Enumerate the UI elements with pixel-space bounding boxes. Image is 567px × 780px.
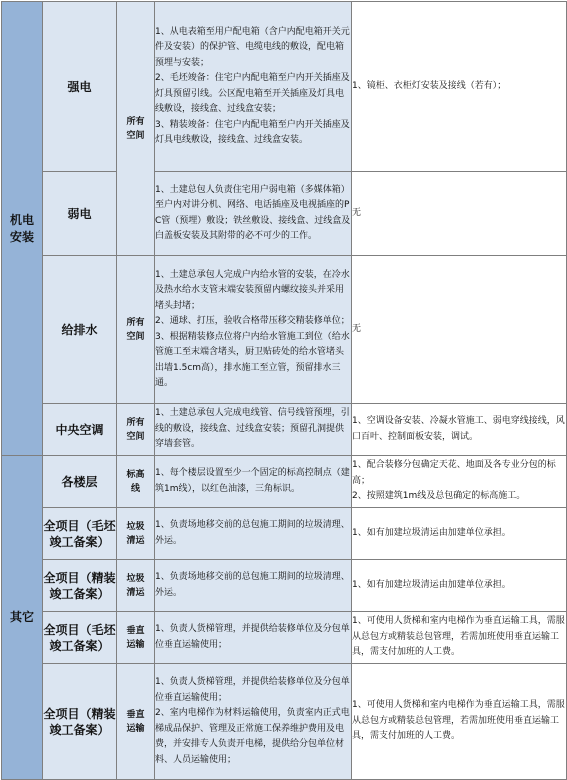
- item-name-garbage-fine: 全项目（精装竣工备案）: [43, 560, 117, 612]
- desc-line: 2、毛坯竣备：住宅户内配电箱至户内开关插座及灯具预留引线。公区配电箱至开关插座及灯具电线敷设，接线盒、过线盒安装；: [155, 73, 350, 114]
- table-row-garbage-rough: [2, 508, 567, 560]
- item-name-transport-fine: 全项目（精装竣工备案）: [43, 664, 117, 780]
- item-name-floors: 各楼层: [43, 456, 117, 508]
- desc-line: 1、从电表箱至用户配电箱（含户内配电箱开关元件及安装）的保护管、电缆电线的敷设，配电箱预埋与安装；: [155, 26, 350, 68]
- desc-cell-garbage-fine: [155, 560, 352, 612]
- note-cell-water: 无: [352, 256, 567, 404]
- desc-cell-strong: [155, 2, 352, 172]
- desc-cell-transport-rough: [155, 612, 352, 664]
- scope-cell-all-2: [117, 256, 155, 404]
- desc-line: 1、负责场地移交前的总包施工期间的垃圾清理、外运。: [155, 520, 350, 546]
- desc-cell-floors: [155, 456, 352, 508]
- scope-label-level-line: 标高线: [126, 469, 145, 494]
- desc-line: 1、土建总承包人完成电线管、信号线管预埋，引线的敷设，接线盒、过线盒安装；预留孔洞提供穿墙套管。: [155, 408, 350, 450]
- table-row-garbage-fine: [2, 560, 567, 612]
- category-cell-other: [2, 456, 43, 780]
- scope-label-garbage-2: 垃圾清运: [126, 573, 145, 598]
- table-row-transport-fine: [2, 664, 567, 780]
- item-name-garbage-rough: 全项目（毛坯竣工备案）: [43, 508, 117, 560]
- scope-cell-garbage-2: [117, 560, 155, 612]
- desc-line: 2、通球、打压，验收合格带压移交精装修单位；: [155, 316, 350, 326]
- note-cell-strong: 1、镜柜、衣柜灯安装及接线（若有）；: [352, 2, 567, 172]
- desc-line: 1、负责场地移交前的总包施工期间的垃圾清理、外运。: [155, 572, 350, 598]
- scope-cell-all-3: [117, 404, 155, 456]
- table-row-water: [2, 256, 567, 404]
- item-name-weak: 弱电: [43, 172, 117, 256]
- desc-cell-water: [155, 256, 352, 404]
- desc-line: 1、土建总承包人完成户内给水管的安装，在冷水及热水给水支管末端安装预留内螺纹接头并采用堵头封堵；: [155, 269, 350, 311]
- desc-line: 1、负责人货梯管理，并提供给装修单位及分包单位垂直运输使用；: [155, 624, 350, 650]
- scope-label-transport-1: 垂直运输: [126, 625, 145, 650]
- scope-cell-transport-1: [117, 612, 155, 664]
- table-row-strong: [2, 2, 567, 172]
- scope-label-all-2: 所有空间: [126, 317, 145, 342]
- item-name-water: 给排水: [43, 256, 117, 404]
- desc-cell-transport-fine: [155, 664, 352, 780]
- category-cell-mep: [2, 2, 43, 456]
- desc-cell-central-ac: [155, 404, 352, 456]
- note-cell-transport-fine: 1、可使用人货梯和室内电梯作为垂直运输工具，需服从总包方或精装总包管理，若需加班使用垂直运输工具，需支付加班的人工费。: [352, 664, 567, 780]
- scope-cell-garbage-1: [117, 508, 155, 560]
- table-row-transport-rough: [2, 612, 567, 664]
- item-name-central-ac: 中央空调: [43, 404, 117, 456]
- scope-label-garbage-1: 垃圾清运: [126, 521, 145, 546]
- desc-line: 3、精装竣备：住宅户内配电箱至户内开关插座及灯具电线敷设，接线盒、过线盒安装。: [155, 119, 350, 145]
- scope-cell-all-1: [117, 2, 155, 256]
- desc-line: 1、负责人货梯管理，并提供给装修单位及分包单位垂直运输使用；: [155, 677, 350, 703]
- desc-line: 3、根据精装修点位将户内给水管施工到位（给水管施工至末端含堵头，厨卫贴砖处的给水管堵头出墙1.5cm高），排水施工至立管，预留排水三通。: [155, 331, 350, 388]
- desc-line: 1、土建总包人负责住宅用户弱电箱（多媒体箱）至户内对讲分机、网络、电话插座及电视插座的PC管（预埋）敷设；铁丝敷设、接线盒、过线盒及白盖板安装及其附带的必不可少的工作。: [155, 184, 351, 241]
- table-row-floors: [2, 456, 567, 508]
- note-cell-weak: 无: [352, 172, 567, 256]
- note-cell-floors: [352, 456, 567, 508]
- note-cell-central-ac: 1、空调设备安装、冷凝水管施工、弱电穿线接线，风口百叶、控制面板安装，调试。: [352, 404, 567, 456]
- desc-line: 1、每个楼层设置至少一个固定的标高控制点（建筑1m线），以红色油漆，三角标识。: [155, 468, 350, 494]
- table-row-central-ac: [2, 404, 567, 456]
- table-row-weak: [2, 172, 567, 256]
- scope-cell-level-line: [117, 456, 155, 508]
- scope-division-table: [1, 1, 567, 780]
- item-name-transport-rough: 全项目（毛坯竣工备案）: [43, 612, 117, 664]
- note-cell-garbage-rough: 1、如有加建垃圾清运由加建单位承担。: [352, 508, 567, 560]
- note-text: 1、配合装修分包确定天花、地面及各专业分包的标高； 2、按照建筑1m线及总包确定的标高施工。: [352, 460, 556, 502]
- scope-label-transport-2: 垂直运输: [126, 709, 145, 734]
- category-label-mep: 机电安装: [9, 212, 34, 244]
- category-label-other: 其它: [9, 610, 34, 624]
- scope-cell-transport-2: [117, 664, 155, 780]
- desc-cell-garbage-rough: [155, 508, 352, 560]
- scope-label-all-3: 所有空间: [126, 417, 145, 442]
- item-name-strong: 强电: [43, 2, 117, 172]
- scope-label-all-1: 所有空间: [126, 116, 145, 141]
- note-cell-transport-rough: 1、可使用人货梯和室内电梯作为垂直运输工具，需服从总包方或精装总包管理，若需加班使用垂直运输工具，需支付加班的人工费。: [352, 612, 567, 664]
- note-cell-garbage-fine: 1、如有加建垃圾清运由加建单位承担。: [352, 560, 567, 612]
- desc-line: 2、室内电梯作为材料运输使用，负责室内正式电梯成品保护、管理及正常施工保养维护费用及电费，并安排专人负责开电梯，提供给分包单位材料、人员运输使用；: [155, 708, 350, 765]
- desc-cell-weak: [155, 172, 352, 256]
